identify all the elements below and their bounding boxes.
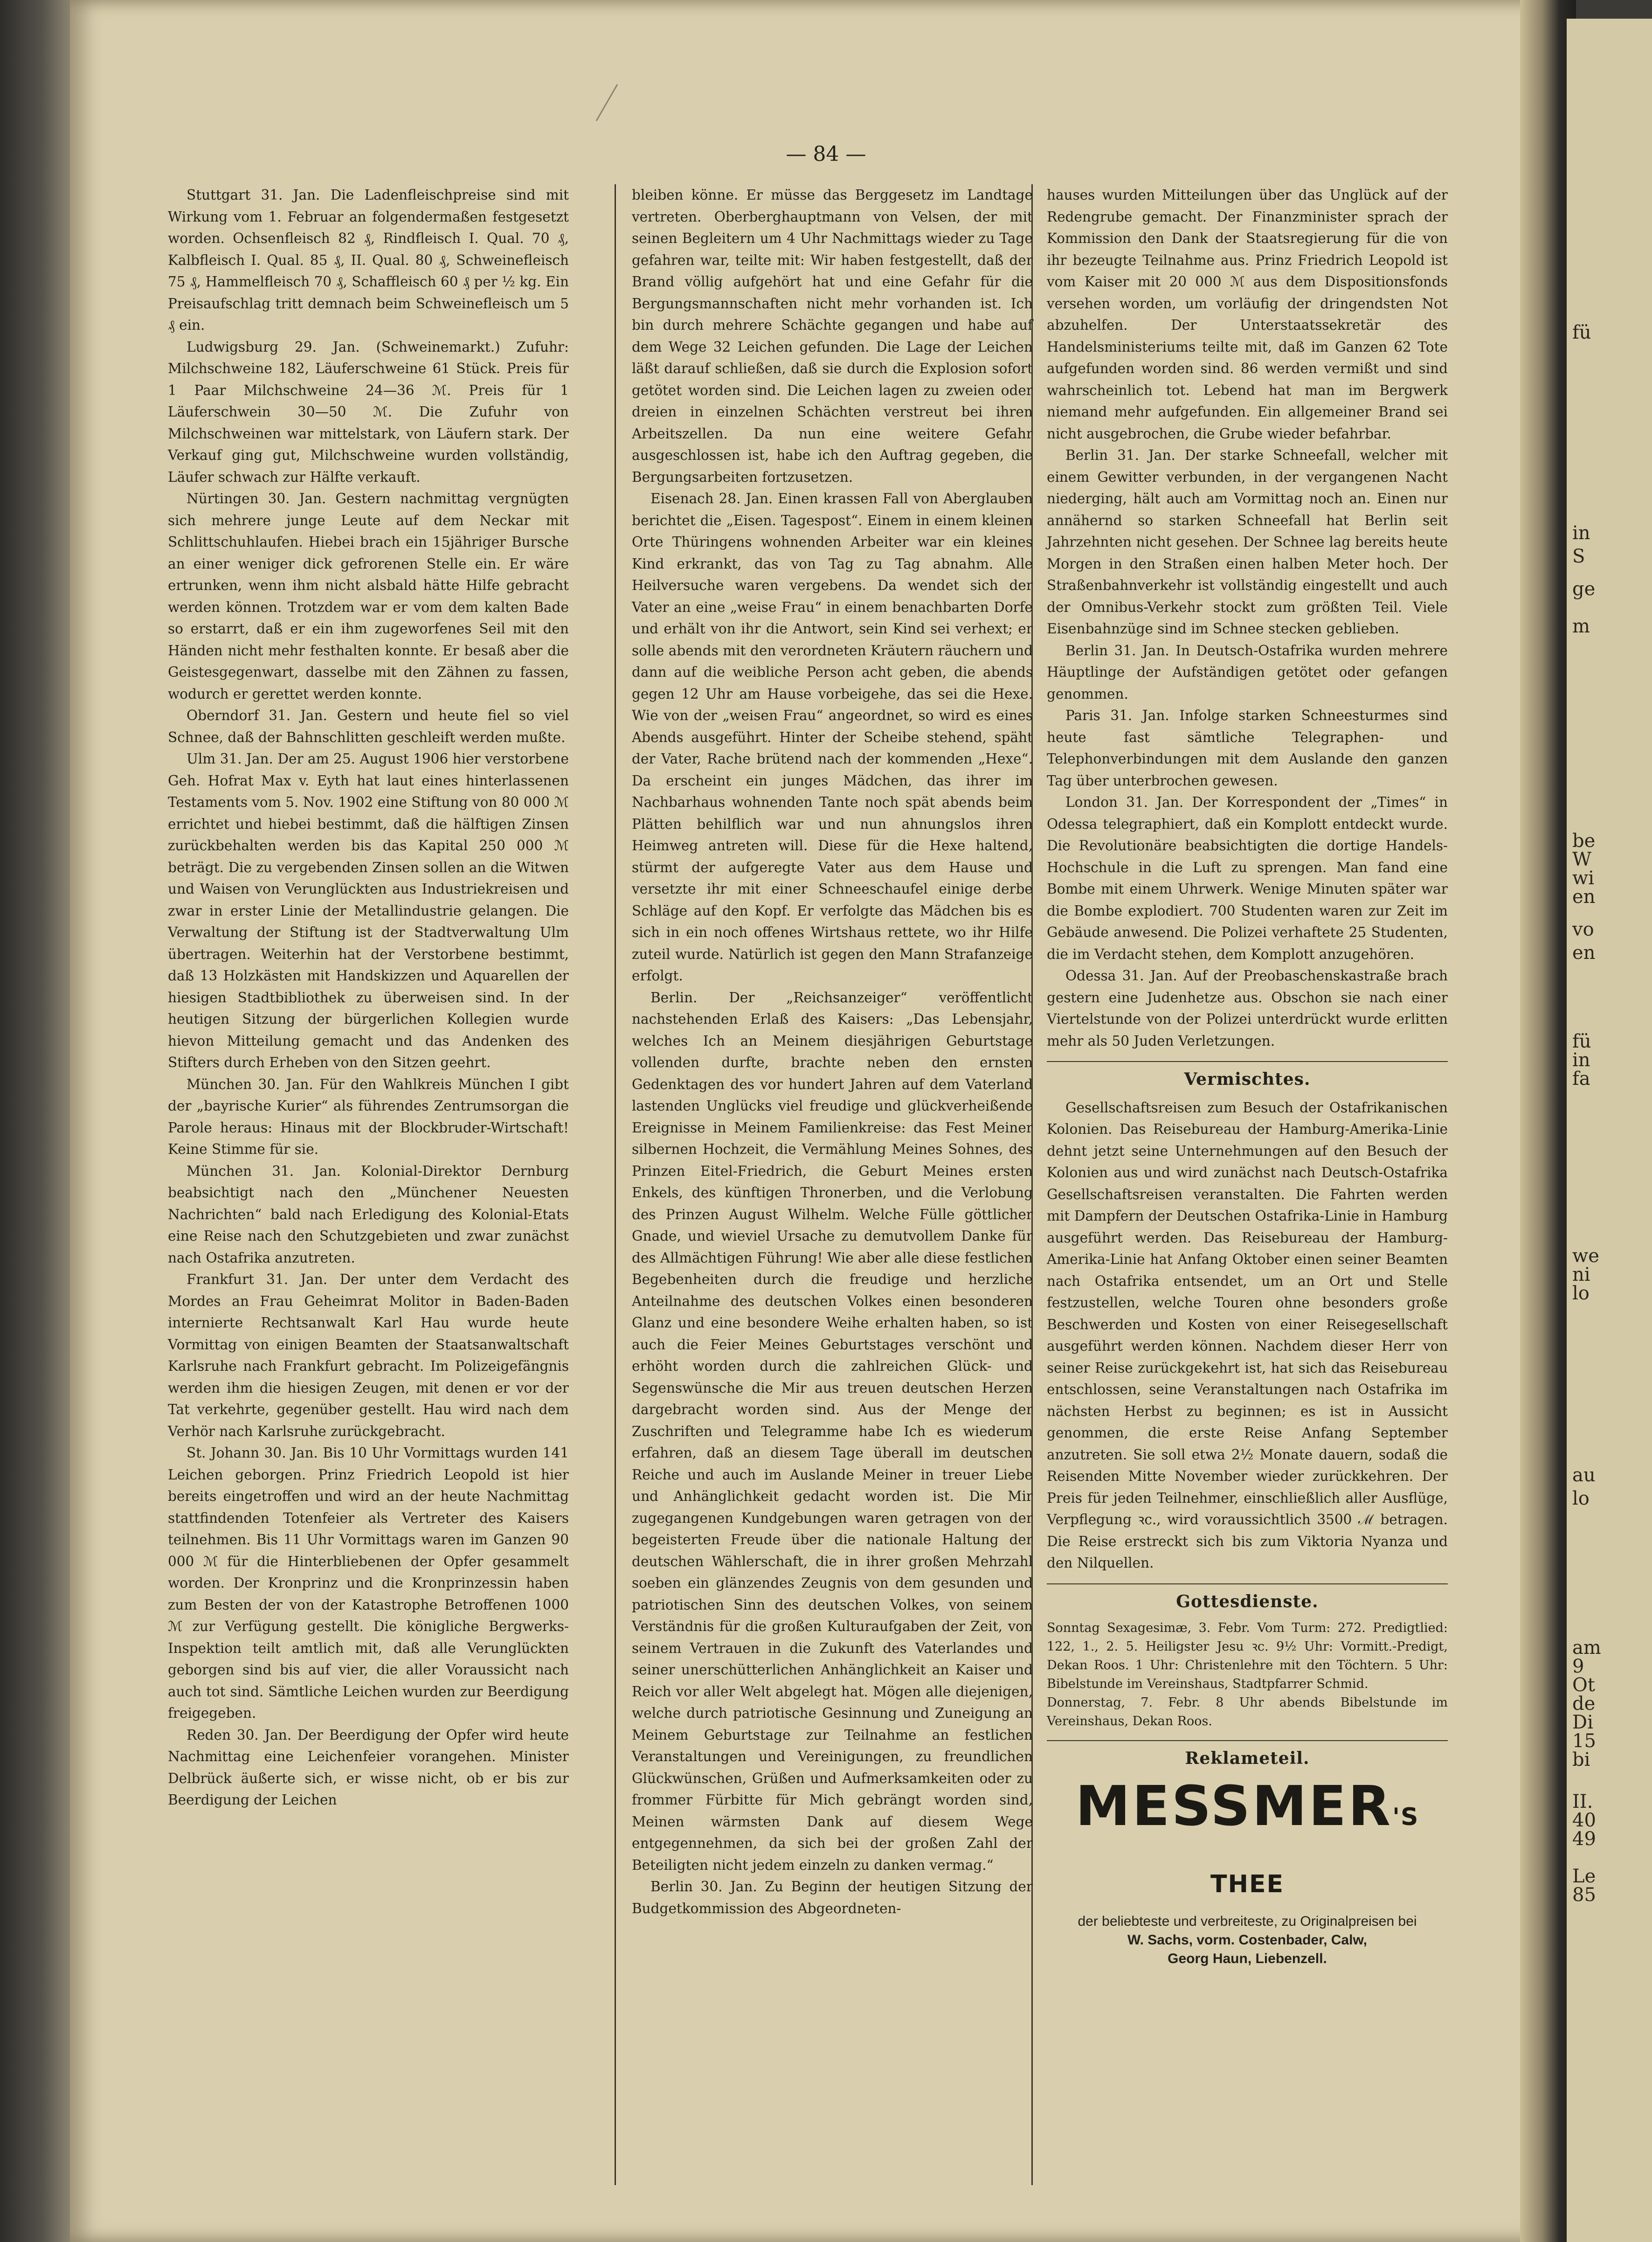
next-page-text-fragment: bi xyxy=(1572,1749,1590,1770)
next-page-text-fragment: 85 xyxy=(1572,1884,1596,1906)
article-muenchen-1: München 30. Jan. Für den Wahlkreis München I gibt der „bayrische Kurier“ als führendes Zentrumsorgan die Parole heraus: Hinaus mit der Blockbruder-Wirtschaft! Keine Stimme für sie. xyxy=(168,1076,569,1157)
next-page-fragment xyxy=(1567,19,1652,2242)
article-ulm: Ulm 31. Jan. Der am 25. August 1906 hier verstorbene Geh. Hofrat Max v. Eyth hat laut eines hinterlassenen Testaments vom 5. Nov. 1902 eine Stiftung von 80 000 ℳ errichtet und hiebei bestimmt, daß die hälftigen Zinsen zurückbehalten werden bis das Kapital 250 000 ℳ beträgt. Die zu vergebenden Zinsen sollen an die Witwen und Waisen von Verunglückten aus Industriekreisen und zwar in erster Linie der Metallindustrie gelangen. Die Verwaltung der Stiftung ist der Stadtverwaltung Ulm übertragen. Weiterhin hat der Verstorbene bestimmt, daß 13 Holzkästen mit Handskizzen und Aquarellen der hiesigen Stadtbibliothek zu überweisen sind. In der heutigen Sitzung der bürgerlichen Kollegien wurde hievon Mitteilung gemacht und das Andenken des Stifters durch Erheben von den Sitzen geehrt. xyxy=(168,751,569,1070)
section-heading-services: Gottesdienste. xyxy=(1047,1583,1448,1613)
column-1 xyxy=(168,184,569,2190)
next-page-text-fragment: be xyxy=(1572,830,1596,852)
article-stuttgart: Stuttgart 31. Jan. Die Ladenfleischpreise sind mit Wirkung vom 1. Februar an folgendermaßen festgesetzt worden. Ochsenfleisch 82 ₰, Rindfleisch I. Qual. 70 ₰, Kalbfleisch I. Qual. 85 ₰, II. Qual. 80 ₰, Schweinefleisch 75 ₰, Hammelfleisch 70 ₰, Schaffleisch 60 ₰ per ½ kg. Ein Preisaufschlag tritt demnach beim Schweinefleisch um 5 ₰ ein. xyxy=(168,187,569,333)
next-page-text-fragment: W xyxy=(1572,849,1592,870)
next-page-text-fragment: en xyxy=(1572,886,1596,908)
next-page-text-fragment: am xyxy=(1572,1637,1601,1659)
section-heading-ads: Reklameteil. xyxy=(1047,1740,1448,1770)
next-page-text-fragment: 40 xyxy=(1572,1810,1596,1831)
next-page-text-fragment: Di xyxy=(1572,1712,1593,1733)
next-page-text-fragment: Ot xyxy=(1572,1674,1595,1696)
ad-tagline: der beliebteste und verbreiteste, zu Originalpreisen bei xyxy=(1078,1913,1417,1929)
next-page-text-fragment: de xyxy=(1572,1693,1596,1714)
next-page-text-fragment: 49 xyxy=(1572,1828,1596,1850)
next-page-text-fragment: en xyxy=(1572,942,1596,964)
article-odessa: Odessa 31. Jan. Auf der Preobaschenskastraße brach gestern eine Judenhetze aus. Obschon sie nach einer Viertelstunde von der Polizei unterdrückt wurde erlitten mehr als 50 Juden Verletzungen. xyxy=(1047,968,1448,1049)
messmer-advertisement xyxy=(1047,1773,1448,1968)
article-paris: Paris 31. Jan. Infolge starken Schneesturmes sind heute fast sämtliche Telegraphen- und Telephonverbindungen mit dem Auslande den ganzen Tag über unterbrochen gewesen. xyxy=(1047,708,1448,789)
article-berlin-snow: Berlin 31. Jan. Der starke Schneefall, welcher mit einem Gewitter verbunden, in der vergangenen Nacht niederging, hält auch am Vormittag noch an. Einen nur annähernd so starken Schneefall hat Berlin seit Jahrzehnten nicht gesehen. Der Schnee lag bereits heute Morgen in den Straßen einen halben Meter hoch. Der Straßenbahnverkehr ist vollständig eingestellt und auch der Omnibus-Verkehr stockt zum größten Teil. Viele Eisenbahnzüge sind im Schnee stecken geblieben. xyxy=(1047,447,1448,637)
scan-left-edge xyxy=(0,0,70,2242)
next-page-text-fragment: II. xyxy=(1572,1791,1593,1812)
column-3 xyxy=(1047,184,1448,2190)
ad-vendor-2: Georg Haun, Liebenzell. xyxy=(1168,1950,1327,1966)
ad-brand-suffix: 'S THEE xyxy=(1210,1803,1419,1898)
article-london: London 31. Jan. Der Korrespondent der „Times“ in Odessa telegraphiert, daß ein Komplott entdeckt wurde. Die Revolutionäre beabsichtigten die dortige Handels-Hochschule in die Luft zu sprengen. Man fand eine Bombe mit einem Uhrwerk. Wenige Minuten später war die Bombe explodiert. 700 Studenten waren zur Zeit im Gebäude anwesend. Die Polizei verhaftete 25 Studenten, die im Verdacht stehen, dem Komplott anzugehören. xyxy=(1047,794,1448,962)
article-budget-cont: hauses wurden Mitteilungen über das Unglück auf der Redengrube gemacht. Der Finanzminister sprach der Kommission den Dank der Staatsregierung für die von ihr bezeugte Teilnahme aus. Prinz Friedrich Leopold ist vom Kaiser mit 20 000 ℳ aus dem Dispositionsfonds versehen worden, um vorläufig der dringendsten Not abzuhelfen. Der Unterstaatssekretär des Handelsministeriums teilte mit, daß im Ganzen 62 Tote aufgefunden worden sind. 86 werden vermißt und sind wahrscheinlich tot. Lebend hat man im Bergwerk niemand mehr aufgefunden. Ein allgemeiner Brand sei nicht ausgebrochen, die Grube wieder befahrbar. xyxy=(1047,187,1448,442)
column-2 xyxy=(632,184,1033,2190)
next-page-text-fragment: lo xyxy=(1572,1488,1590,1509)
next-page-text-fragment: vo xyxy=(1572,919,1594,940)
article-gesellschaftsreisen: Gesellschaftsreisen zum Besuch der Ostafrikanischen Kolonien. Das Reisebureau der Hamburg-Amerika-Linie dehnt jetzt seine Unternehmungen auf den Besuch der Kolonien aus und wird zunächst nach Deutsch-Ostafrika Gesellschaftsreisen veranstalten. Die Fahrten werden mit Dampfern der Deutschen Ostafrika-Linie in Hamburg ausgeführt werden. Das Reisebureau der Hamburg-Amerika-Linie hat Anfang Oktober einen seiner Beamten nach Ostafrika entsendet, um an Ort und Stelle festzustellen, welche Touren ohne besonders große Beschwerden und Kosten von einer Reisegesellschaft ausgeführt werden können. Nachdem dieser Herr von seiner Reise zurückgekehrt ist, hat sich das Reisebureau entschlossen, seine Veranstaltungen nach Ostafrika im nächsten Herbst zu beginnen; es ist in Aussicht genommen, die erste Reise Anfang September anzutreten. Sie soll etwa 2½ Monate dauern, sodaß die Reisenden Mitte November wieder zurückkehren. Der Preis für jeden Teilnehmer, einschließlich aller Ausflüge, Verpflegung ꝛc., wird voraussichtlich 3500 ℳ betragen. Die Reise erstreckt sich bis zum Viktoria Nyanza und den Nilquellen. xyxy=(1047,1099,1448,1571)
service-thursday: Donnerstag, 7. Febr. 8 Uhr abends Bibelstunde im Vereinshaus, Dekan Roos. xyxy=(1047,1695,1448,1728)
article-ludwigsburg: Ludwigsburg 29. Jan. (Schweinemarkt.) Zufuhr: Milchschweine 182, Läuferschweine 61 Stück. Preis für 1 Paar Milchschweine 24—36 ℳ. Preis für 1 Läuferschwein 30—50 ℳ. Die Zufuhr von Milchschweinen war mittelstark, von Läufern stark. Der Verkauf ging gut, Milchschweine wurden vollständig, Läufer schwach zur Hälfte verkauft. xyxy=(168,339,569,485)
next-page-text-fragment: fü xyxy=(1572,322,1591,343)
article-st-johann: St. Johann 30. Jan. Bis 10 Uhr Vormittags wurden 141 Leichen geborgen. Prinz Friedrich Leopold ist hier bereits eingetroffen und wird an der heute Nachmittag stattfindenden Totenfeier als Vertreter des Kaisers teilnehmen. Bis 11 Uhr Vormittags waren im Ganzen 90 000 ℳ für die Hinterbliebenen der Opfer gesammelt worden. Der Kronprinz und die Kronprinzessin haben zum Besten der von der Katastrophe Betroffenen 1000 ℳ zur Verfügung gestellt. Die königliche Bergwerks-Inspektion teilt amtlich mit, daß alle Verunglückten geborgen sind bis auf vier, die aller Voraussicht nach auch tot sind. Sämtliche Leichen wurden zur Beerdigung freigegeben. xyxy=(168,1445,569,1721)
next-page-text-fragment: in xyxy=(1572,1049,1590,1071)
article-muenchen-2: München 31. Jan. Kolonial-Direktor Dernburg beabsichtigt nach den „Münchener Neuesten Nachrichten“ bald nach Erledigung des Kolonial-Etats eine Reise nach den Schutzgebieten und zwar zunächst nach Ostafrika anzutreten. xyxy=(168,1163,569,1266)
next-page-text-fragment: 9 xyxy=(1572,1656,1584,1677)
article-frankfurt: Frankfurt 31. Jan. Der unter dem Verdacht des Mordes an Frau Geheimrat Molitor in Baden-Baden internierte Rechtsanwalt Karl Hau wurde heute Vormittag von einigen Beamten der Staatsanwaltschaft Karlsruhe nach Frankfurt gebracht. Im Polizeigefängnis werden ihm die hiesigen Zeugen, mit denen er vor der Tat verkehrte, gegenüber gestellt. Hau wird nach dem Verhör nach Karlsruhe zurückgebracht. xyxy=(168,1271,569,1439)
next-page-text-fragment: m xyxy=(1572,616,1590,637)
next-page-text-fragment: in xyxy=(1572,522,1590,544)
next-page-text-fragment: wi xyxy=(1572,868,1595,889)
article-reden-cont: bleiben könne. Er müsse das Berggesetz im Landtage vertreten. Oberberghauptmann von Velsen, der mit seinen Begleitern um 4 Uhr Nachmittags wieder zu Tage gefahren war, teilte mit: Wir haben festgestellt, daß der Brand völlig aufgehört hat und eine Gefahr für die Bergungsmannschaften nicht mehr vorhanden ist. Ich bin durch mehrere Schächte gegangen und habe auf dem Wege 32 Leichen gefunden. Die Lage der Leichen läßt darauf schließen, daß sie durch die Explosion sofort getötet worden sind. Die Leichen lagen zu zweien oder dreien in einzelnen Schächten verstreut bei ihren Arbeitszellen. Da nun eine weitere Gefahr ausgeschlossen ist, habe ich den Auftrag gegeben, die Bergungsarbeiten fortzusetzen. xyxy=(632,187,1033,485)
article-nuertingen: Nürtingen 30. Jan. Gestern nachmittag vergnügten sich mehrere junge Leute auf dem Neckar mit Schlittschuhlaufen. Hiebei brach ein 15jähriger Bursche an einer weniger dick gefrorenen Stelle ein. Er wäre ertrunken, wenn ihm nicht alsbald hätte Hilfe gebracht werden können. Trotzdem war er vom dem kalten Bade so erstarrt, daß er ein ihm zugeworfenes Seil mit den Händen nicht mehr festhalten konnte. Er besaß aber die Geistesgegenwart, dasselbe mit den Zähnen zu fassen, wodurch er gerettet werden konnte. xyxy=(168,491,569,702)
next-page-text-fragment: fü xyxy=(1572,1031,1591,1052)
next-page-text-fragment: Le xyxy=(1572,1866,1596,1887)
next-page-text-fragment: fa xyxy=(1572,1068,1590,1090)
article-berlin-ostafrika: Berlin 31. Jan. In Deutsch-Ostafrika wurden mehrere Häuptlinge der Aufständigen getötet oder gefangen genommen. xyxy=(1047,642,1448,702)
next-page-text-fragment: lo xyxy=(1572,1283,1590,1304)
page-number: — 84 — xyxy=(786,142,866,166)
column-rule xyxy=(615,184,616,2185)
church-services xyxy=(1047,1619,1448,1731)
next-page-text-fragment: au xyxy=(1572,1465,1596,1486)
article-reden: Reden 30. Jan. Der Beerdigung der Opfer wird heute Nachmittag eine Leichenfeier vorangehen. Minister Delbrück äußerte sich, er wisse nicht, ob er bis zur Beerdigung der Leichen xyxy=(168,1727,569,1808)
next-page-text-fragment: ni xyxy=(1572,1264,1590,1285)
article-berlin-erlass: Berlin. Der „Reichsanzeiger“ veröffentlicht nachstehenden Erlaß des Kaisers: „Das Lebensjahr, welches Ich an Meinem diesjährigen Geburtstage vollenden durfte, brachte neben den ernsten Gedenktagen des vor hundert Jahren auf dem Vaterland lastenden Unglücks viel freudige und glückverheißende Ereignisse in Meinem Familienkreise: das Fest Meiner silbernen Hochzeit, die Vermählung Meines Sohnes, des Prinzen Eitel-Friedrich, die Geburt Meines ersten Enkels, des künftigen Thronerben, und die Verlobung des Prinzen August Wilhelm. Welche Fülle göttlicher Gnade, und wieviel Ursache zu demutvollem Danke für des Allmächtigen Führung! Wie aber alle diese festlichen Begebenheiten durch die freudige und herzliche Anteilnahme des deutschen Volkes einen besonderen Glanz und eine besondere Weihe erhalten haben, so ist auch die Feier Meines Geburtstages verschönt und erhöht worden durch die zahlreichen Glück- und Segenswünsche die Mir aus treuen deutschen Herzen dargebracht worden sind. Aus der Menge der Zuschriften und Telegramme habe Ich es wiederum erfahren, daß an diesem Tage überall im deutschen Reiche und auch im Auslande Meiner in treuer Liebe und Anhänglichkeit gedacht worden ist. Die Mir zugegangenen Kundgebungen waren getragen von der begeisterten Freude über die nationale Haltung der deutschen Wählerschaft, die in ihrer großen Mehrzahl soeben ein glänzendes Zeugnis von dem gesunden und patriotischen Sinn des deutschen Volkes, von seinem Verständnis für die großen Kulturaufgaben der Zeit, von seinem Vertrauen in die Zukunft des Vaterlandes und seiner unerschütterlichen Anhänglichkeit an Kaiser und Reich vor aller Welt abgelegt hat. Mögen alle diejenigen, welche durch patriotische Gesinnung und Zuneigung an Meinem Geburtstage zur Teilnahme an festlichen Veranstaltungen und Vereinigungen, zu freundlichen Glückwünschen, Grüßen und Aufmerksamkeiten oder zu frommer Fürbitte für Mich gebrängt worden sind, Meinen wärmsten Dank auf diesem Wege entgegennehmen, da sich bei der großen Zahl der Beteiligten nicht jedem einzeln zu danken vermag.“ xyxy=(632,989,1033,1873)
article-oberndorf: Oberndorf 31. Jan. Gestern und heute fiel so viel Schnee, daß der Bahnschlitten geschleift werden mußte. xyxy=(168,708,569,745)
next-page-text-fragment: ge xyxy=(1572,578,1596,600)
next-page-text-fragment: S xyxy=(1572,546,1585,567)
ad-vendor-1: W. Sachs, vorm. Costenbader, Calw, xyxy=(1127,1932,1368,1948)
next-page-text-fragment: 15 xyxy=(1572,1730,1596,1752)
service-sunday: Sonntag Sexagesimæ, 3. Febr. Vom Turm: 272. Predigtlied: 122, 1., 2. 5. Heiligster Jesu ꝛc. 9½ Uhr: Vormitt.-Predigt, Dekan Roos. 1 Uhr: Christenlehre mit den Töchtern. 5 Uhr: Bibelstunde im Vereinshaus, Stadtpfarrer Schmid. xyxy=(1047,1621,1448,1691)
section-heading-misc: Vermischtes. xyxy=(1047,1061,1448,1090)
ad-brand-name: MESSMER'S THEE xyxy=(1075,1773,1419,1898)
article-eisenach: Eisenach 28. Jan. Einen krassen Fall von Aberglauben berichtet die „Eisen. Tagespost“. Einem in einem kleinen Orte Thüringens wohnenden Arbeiter war ein kleines Kind erkrankt, das von Tag zu Tag abnahm. Alle Heilversuche waren vergebens. Da wendet sich der Vater an eine „weise Frau“ in einem benachbarten Dorfe und erhält von ihr die Antwort, sein Kind sei verhext; er solle abends mit den verordneten Kräutern räuchern und dann auf die weibliche Person acht geben, die abends gegen 12 Uhr am Hause vorbeigehe, das sei die Hexe. Wie von der „weisen Frau“ angeordnet, so wird es eines Abends ausgeführt. Hinter der Scheibe stehend, späht der Vater, Rache brütend nach der kommenden „Hexe“. Da erscheint ein junges Mädchen, das ihrer im Nachbarhaus wohnenden Tante noch spät abends beim Plätten behilflich war und nun ahnungslos ihren Heimweg antreten will. Diese für die Hexe haltend, stürmt der aufgeregte Vater aus dem Hause und versetzte ihr mit einer Schneeschaufel einige derbe Schläge auf den Kopf. Er verfolgte das Mädchen bis es sich in ein noch offenes Wirtshaus rettete, wo ihr Hilfe zuteil wurde. Natürlich ist gegen den Mann Strafanzeige erfolgt. xyxy=(632,491,1033,984)
article-berlin-budget: Berlin 30. Jan. Zu Beginn der heutigen Sitzung der Budgetkommission des Abgeordneten- xyxy=(632,1879,1033,1916)
next-page-text-fragment: we xyxy=(1572,1245,1599,1267)
